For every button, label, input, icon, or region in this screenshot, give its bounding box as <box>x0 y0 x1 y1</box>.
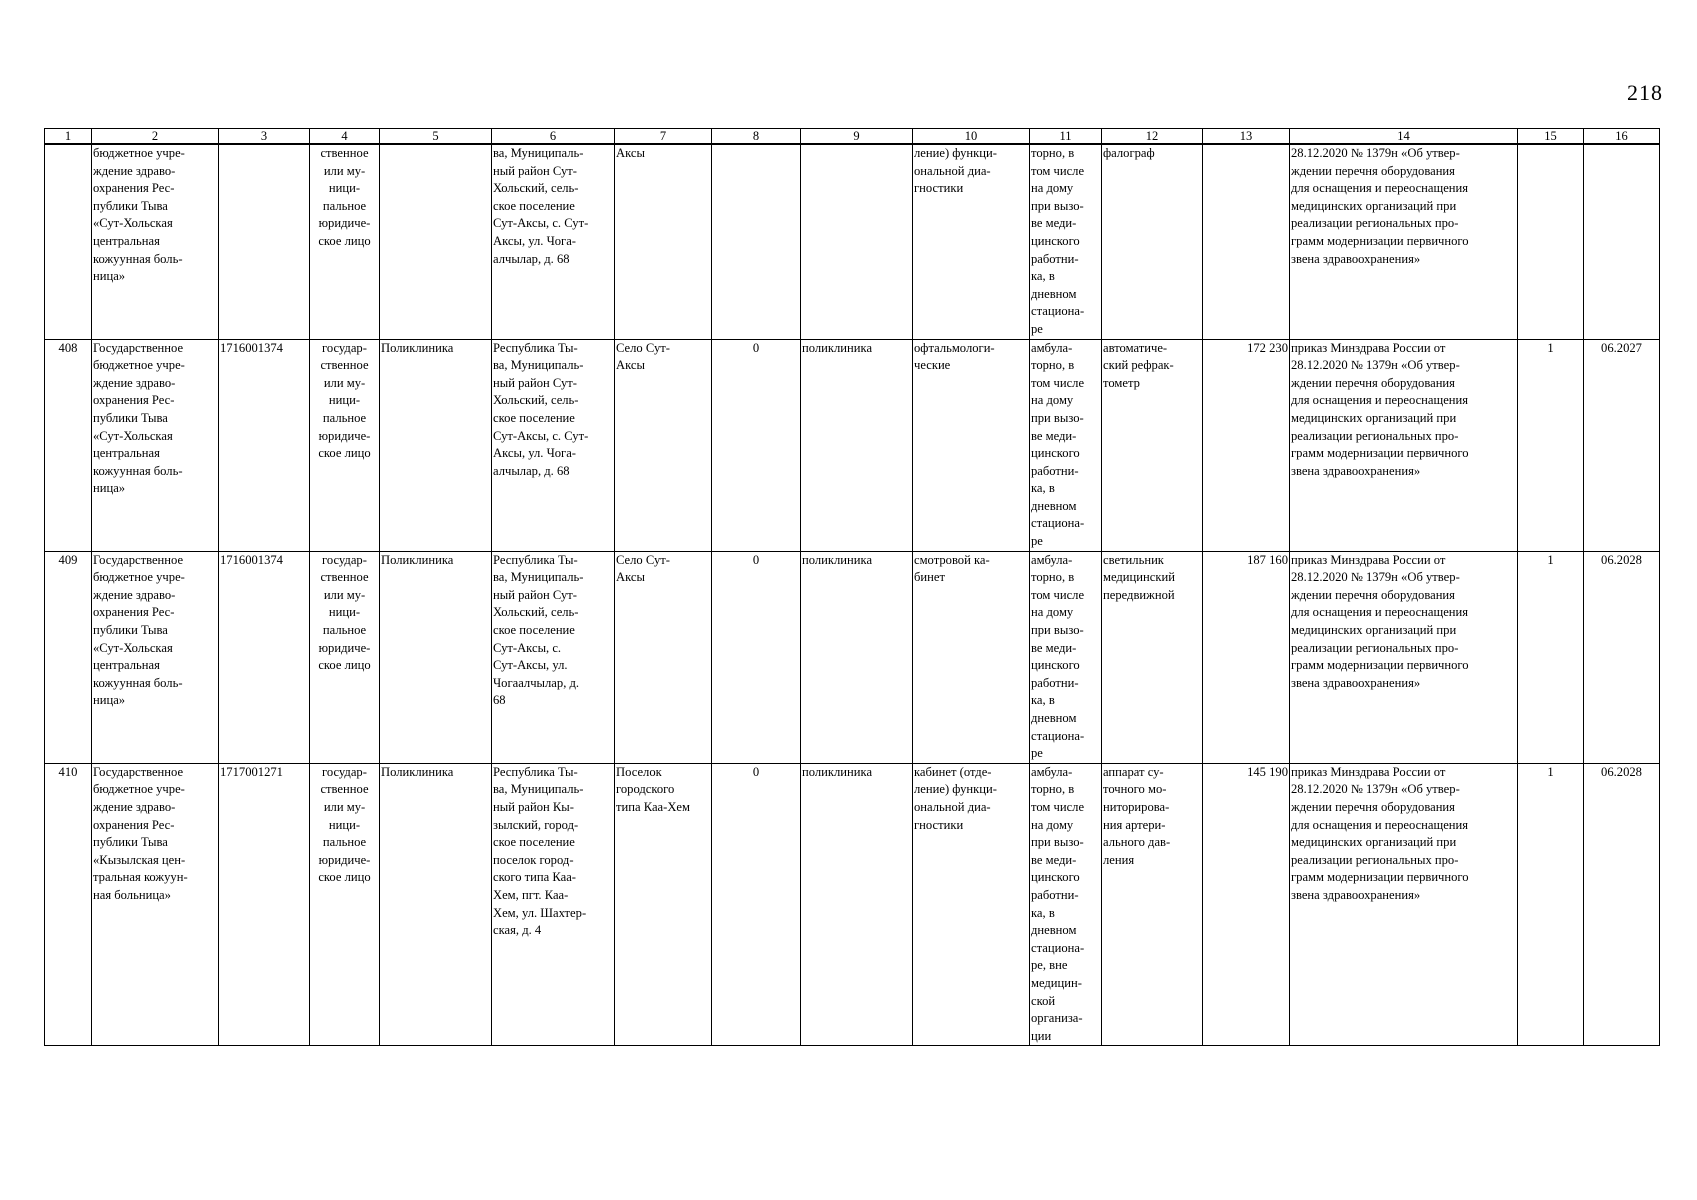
legal-form-cell: государ- ственное или му- ници- пальное юридиче- ское лицо <box>310 339 380 551</box>
quantity-cell: 1 <box>1518 551 1584 763</box>
locality-cell: Аксы <box>615 144 712 339</box>
column-number: 11 <box>1030 129 1102 145</box>
cost-cell: 145 190 <box>1203 763 1290 1046</box>
date-cell: 06.2027 <box>1584 339 1660 551</box>
unit-type-cell: Поликлиника <box>380 339 492 551</box>
register-table <box>44 128 1660 1046</box>
locality-cell: Село Сут- Аксы <box>615 339 712 551</box>
equipment-cell: аппарат су- точного мо- ниторирова- ния артери- ального дав- ления <box>1102 763 1203 1046</box>
quantity-cell <box>1518 144 1584 339</box>
col8-cell: 0 <box>712 339 801 551</box>
column-number: 7 <box>615 129 712 145</box>
department-cell: ление) функци- ональной диа- гностики <box>913 144 1030 339</box>
column-number: 3 <box>219 129 310 145</box>
date-cell <box>1584 144 1660 339</box>
column-number: 4 <box>310 129 380 145</box>
care-conditions-cell: торно, в том числе на дому при вызо- ве меди- цинского работни- ка, в дневном стациона- ре <box>1030 144 1102 339</box>
table-row <box>45 763 1660 1046</box>
subdivision-cell: поликлиника <box>801 763 913 1046</box>
locality-cell: Поселок городского типа Каа-Хем <box>615 763 712 1046</box>
column-number: 1 <box>45 129 92 145</box>
row-number-cell <box>45 144 92 339</box>
col8-cell <box>712 144 801 339</box>
address-cell: ва, Муниципаль- ный район Сут- Хольский, сель- ское поселение Сут-Аксы, с. Сут- Аксы, ул. Чога- алчылар, д. 68 <box>492 144 615 339</box>
row-number-cell: 409 <box>45 551 92 763</box>
inn-cell: 1716001374 <box>219 339 310 551</box>
table-row <box>45 144 1660 339</box>
cost-cell: 187 160 <box>1203 551 1290 763</box>
care-conditions-cell: амбула- торно, в том числе на дому при вызо- ве меди- цинского работни- ка, в дневном стациона- ре <box>1030 339 1102 551</box>
basis-cell: приказ Минздрава России от 28.12.2020 № 1379н «Об утвер- ждении перечня оборудования для оснащения и переоснащения медицинских организаций при реализации региональных про- грамм модернизации первичного звена здравоохранения» <box>1290 763 1518 1046</box>
equipment-cell: фалограф <box>1102 144 1203 339</box>
cost-cell: 172 230 <box>1203 339 1290 551</box>
care-conditions-cell: амбула- торно, в том числе на дому при вызо- ве меди- цинского работни- ка, в дневном стациона- ре <box>1030 551 1102 763</box>
unit-type-cell <box>380 144 492 339</box>
subdivision-cell <box>801 144 913 339</box>
legal-form-cell: государ- ственное или му- ници- пальное юридиче- ское лицо <box>310 551 380 763</box>
inn-cell: 1716001374 <box>219 551 310 763</box>
date-cell: 06.2028 <box>1584 551 1660 763</box>
care-conditions-cell: амбула- торно, в том числе на дому при вызо- ве меди- цинского работни- ка, в дневном стациона- ре, вне медицин- ской организа- ции <box>1030 763 1102 1046</box>
column-number: 5 <box>380 129 492 145</box>
column-number: 16 <box>1584 129 1660 145</box>
col8-cell: 0 <box>712 551 801 763</box>
address-cell: Республика Ты- ва, Муниципаль- ный район Сут- Хольский, сель- ское поселение Сут-Аксы, с. Сут- Аксы, ул. Чога- алчылар, д. 68 <box>492 339 615 551</box>
organization-cell: Государственное бюджетное учре- ждение здраво- охранения Рес- публики Тыва «Сут-Хольская центральная кожуунная боль- ница» <box>92 339 219 551</box>
locality-cell: Село Сут- Аксы <box>615 551 712 763</box>
row-number-cell: 410 <box>45 763 92 1046</box>
quantity-cell: 1 <box>1518 339 1584 551</box>
address-cell: Республика Ты- ва, Муниципаль- ный район Сут- Хольский, сель- ское поселение Сут-Аксы, с. Сут-Аксы, ул. Чогаалчылар, д. 68 <box>492 551 615 763</box>
quantity-cell: 1 <box>1518 763 1584 1046</box>
equipment-cell: автоматиче- ский рефрак- тометр <box>1102 339 1203 551</box>
legal-form-cell: государ- ственное или му- ници- пальное юридиче- ское лицо <box>310 763 380 1046</box>
inn-cell: 1717001271 <box>219 763 310 1046</box>
legal-form-cell: ственное или му- ници- пальное юридиче- ское лицо <box>310 144 380 339</box>
cost-cell <box>1203 144 1290 339</box>
subdivision-cell: поликлиника <box>801 339 913 551</box>
address-cell: Республика Ты- ва, Муниципаль- ный район Кы- зылский, город- ское поселение поселок город- ского типа Каа- Хем, пгт. Каа- Хем, ул. Шахтер- ская, д. 4 <box>492 763 615 1046</box>
column-number: 15 <box>1518 129 1584 145</box>
organization-cell: Государственное бюджетное учре- ждение здраво- охранения Рес- публики Тыва «Кызылская цен- тральная кожуун- ная больница» <box>92 763 219 1046</box>
column-number: 10 <box>913 129 1030 145</box>
table-row <box>45 551 1660 763</box>
unit-type-cell: Поликлиника <box>380 551 492 763</box>
organization-cell: Государственное бюджетное учре- ждение здраво- охранения Рес- публики Тыва «Сут-Хольская центральная кожуунная боль- ница» <box>92 551 219 763</box>
column-number: 12 <box>1102 129 1203 145</box>
column-number: 6 <box>492 129 615 145</box>
date-cell: 06.2028 <box>1584 763 1660 1046</box>
basis-cell: приказ Минздрава России от 28.12.2020 № 1379н «Об утвер- ждении перечня оборудования для оснащения и переоснащения медицинских организаций при реализации региональных про- грамм модернизации первичного звена здравоохранения» <box>1290 551 1518 763</box>
unit-type-cell: Поликлиника <box>380 763 492 1046</box>
page-number: 218 <box>1627 80 1663 105</box>
department-cell: кабинет (отде- ление) функци- ональной диа- гностики <box>913 763 1030 1046</box>
equipment-cell: светильник медицинский передвижной <box>1102 551 1203 763</box>
col8-cell: 0 <box>712 763 801 1046</box>
column-number: 8 <box>712 129 801 145</box>
subdivision-cell: поликлиника <box>801 551 913 763</box>
organization-cell: бюджетное учре- ждение здраво- охранения Рес- публики Тыва «Сут-Хольская центральная кожуунная боль- ница» <box>92 144 219 339</box>
basis-cell: 28.12.2020 № 1379н «Об утвер- ждении перечня оборудования для оснащения и переоснащения медицинских организаций при реализации региональных про- грамм модернизации первичного звена здравоохранения» <box>1290 144 1518 339</box>
column-number: 13 <box>1203 129 1290 145</box>
column-number: 14 <box>1290 129 1518 145</box>
department-cell: офтальмологи- ческие <box>913 339 1030 551</box>
table-row <box>45 339 1660 551</box>
basis-cell: приказ Минздрава России от 28.12.2020 № 1379н «Об утвер- ждении перечня оборудования для оснащения и переоснащения медицинских организаций при реализации региональных про- грамм модернизации первичного звена здравоохранения» <box>1290 339 1518 551</box>
row-number-cell: 408 <box>45 339 92 551</box>
column-number-row <box>45 129 1660 145</box>
column-number: 9 <box>801 129 913 145</box>
column-number: 2 <box>92 129 219 145</box>
inn-cell <box>219 144 310 339</box>
department-cell: смотровой ка- бинет <box>913 551 1030 763</box>
